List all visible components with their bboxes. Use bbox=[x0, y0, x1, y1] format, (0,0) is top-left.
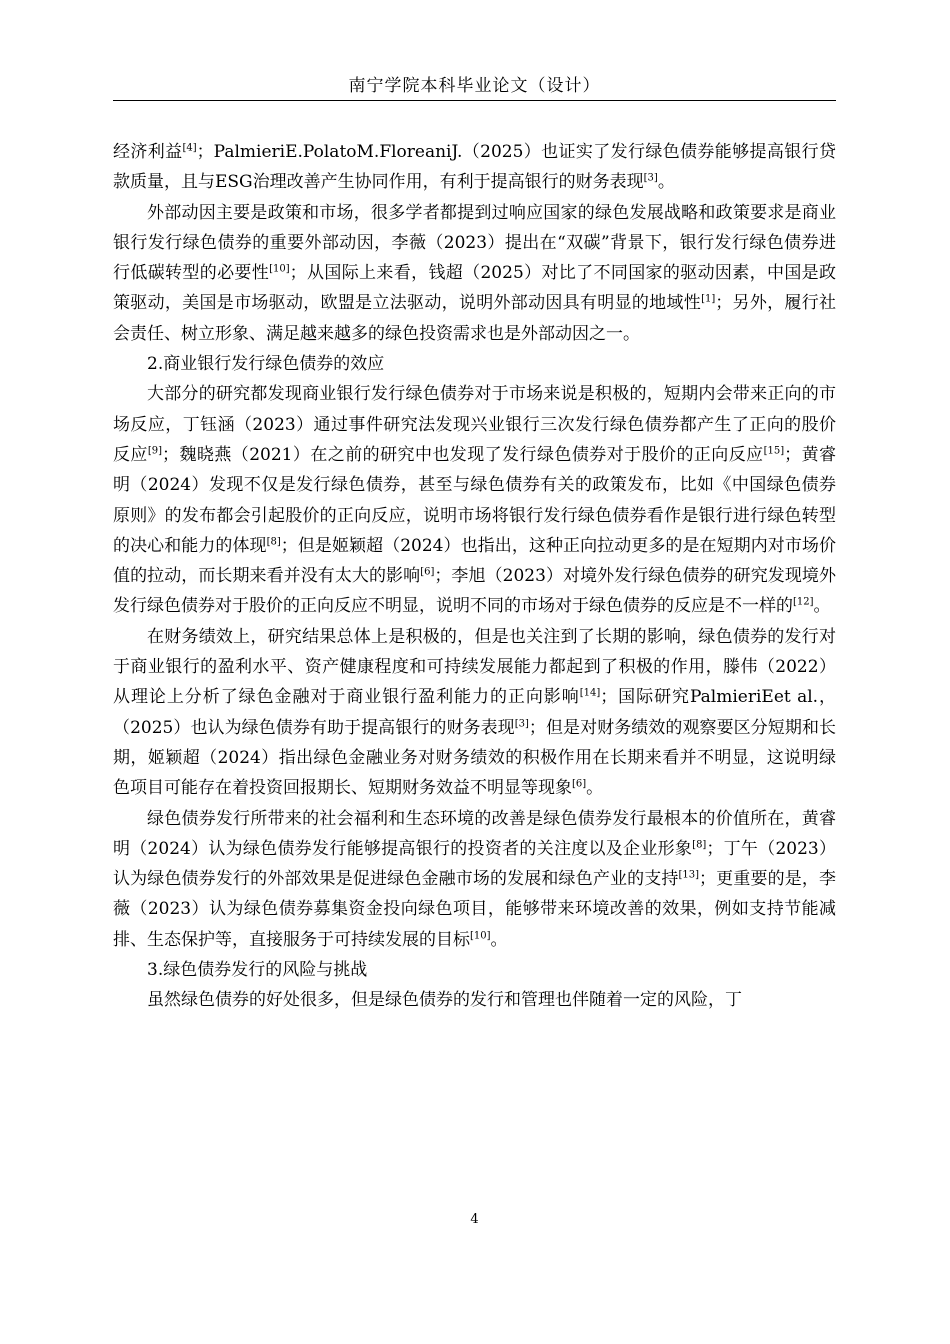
text-run: 大部分的研究都发现商业银行发行绿色债券对于市场来说是积极的，短期内会带来正向的市场反应，丁钰涵（2023）通过事件研究法发现兴业银行三次发行绿色债券都产生了正向的股价反应 bbox=[113, 384, 836, 465]
text-run: ；但是对财务绩效的观察要区分短期和长期，姬颖超（2024）指出绿色金融业务对财务绩效的积极作用在长期来看并不明显，这说明绿色项目可能存在着投资回报期长、短期财务效益不明显等现象 bbox=[113, 717, 837, 799]
text-run: ；从国际上来看，钱超（2025）对比了不同国家的驱动因素，中国是政策驱动，美国是市场驱动，欧盟是立法驱动，说明外部动因具有明显的地域性 bbox=[113, 263, 837, 314]
citation-ref: [3] bbox=[514, 717, 529, 729]
text-run: ；更重要的是，李薇（2023）认为绿色债券募集资金投向绿色项目，能够带来环境改善的效果，例如支持节能减排、生态保护等，直接服务于可持续发展的目标 bbox=[113, 869, 837, 950]
body-text bbox=[113, 137, 836, 1016]
citation-ref: [1] bbox=[701, 293, 716, 305]
citation-ref: [12] bbox=[793, 596, 814, 608]
citation-ref: [10] bbox=[269, 263, 290, 275]
citation-ref: [9] bbox=[147, 445, 163, 457]
text-run: 虽然绿色债券的好处很多，但是绿色债券的发行和管理也伴随着一定的风险，丁 bbox=[147, 990, 742, 1011]
header-rule bbox=[113, 100, 836, 101]
citation-ref: [10] bbox=[470, 930, 491, 942]
text-run: ；丁午（2023）认为绿色债券发行的外部效果是促进绿色金融市场的发展和绿色产业的支持 bbox=[113, 838, 836, 890]
citation-ref: [8] bbox=[266, 536, 281, 548]
page-header: 南宁学院本科毕业论文（设计） bbox=[348, 76, 601, 96]
text-run: ；PalmieriE.PolatoM.FloreaniJ.（2025）也证实了发行绿色债券能够提高银行贷款质量，且与ESG治理改善产生协同作用，有利于提高银行的财务表现 bbox=[113, 142, 836, 193]
citation-ref: [13] bbox=[678, 869, 700, 881]
paragraph bbox=[113, 198, 836, 349]
text-run: 。 bbox=[657, 172, 675, 193]
text-run: 经济利益 bbox=[113, 142, 183, 162]
page-number: 4 bbox=[470, 1212, 479, 1227]
citation-ref: [6] bbox=[572, 778, 587, 790]
citation-ref: [4] bbox=[182, 142, 197, 154]
text-run: ；黄睿明（2024）发现不仅是发行绿色债券，甚至与绿色债券有关的政策发布，比如《中国绿色债券原则》的发布都会引起股价的正向反应，说明市场将银行发行绿色债券看作是银行进行绿色转型的决心和能力的体现 bbox=[113, 444, 837, 556]
text-run: 3.绿色债券发行的风险与挑战 bbox=[147, 960, 368, 981]
citation-ref: [15] bbox=[763, 445, 785, 457]
text-run: 在财务绩效上，研究结果总体上是积极的，但是也关注到了长期的影响，绿色债券的发行对于商业银行的盈利水平、资产健康程度和可持续发展能力都起到了积极的作用，滕伟（2022）从理论上分析了绿色金融对于商业银行盈利能力的正向影响 bbox=[113, 626, 836, 708]
paragraph bbox=[113, 804, 836, 955]
section-heading bbox=[113, 955, 836, 985]
text-run: 。 bbox=[586, 778, 604, 799]
citation-ref: [3] bbox=[643, 172, 658, 184]
citation-ref: [8] bbox=[692, 839, 707, 851]
text-run: 外部动因主要是政策和市场，很多学者都提到过响应国家的绿色发展战略和政策要求是商业银行发行绿色债券的重要外部动因，李薇（2023）提出在“双碳”背景下，银行发行绿色债券进行低碳转型的必要性 bbox=[113, 202, 836, 284]
paragraph bbox=[113, 622, 836, 804]
citation-ref: [6] bbox=[420, 566, 435, 578]
text-run: 。 bbox=[813, 596, 831, 617]
text-run: 2.商业银行发行绿色债券的效应 bbox=[147, 354, 385, 375]
text-run: ；魏晓燕（2021）在之前的研究中也发现了发行绿色债券对于股价的正向反应 bbox=[162, 444, 764, 465]
text-run: ；李旭（2023）对境外发行绿色债券的研究发现境外发行绿色债券对于股价的正向反应不明显，说明不同的市场对于绿色债券的反应是不一样的 bbox=[113, 566, 837, 617]
text-run: 。 bbox=[490, 929, 508, 950]
text-run: 绿色债券发行所带来的社会福利和生态环境的改善是绿色债券发行最根本的价值所在，黄睿明（2024）认为绿色债券发行能够提高银行的投资者的关注度以及企业形象 bbox=[113, 808, 836, 859]
text-run: ；但是姬颖超（2024）也指出，这种正向拉动更多的是在短期内对市场价值的拉动，而长期来看并没有太大的影响 bbox=[113, 535, 836, 587]
section-heading bbox=[113, 349, 836, 379]
paragraph bbox=[113, 985, 836, 1015]
text-run: ；另外，履行社会责任、树立形象、满足越来越多的绿色投资需求也是外部动因之一。 bbox=[113, 293, 837, 344]
citation-ref: [14] bbox=[579, 687, 601, 699]
paragraph bbox=[113, 379, 836, 621]
paragraph bbox=[113, 137, 836, 198]
text-run: ；国际研究PalmieriEet al.，（2025）也认为绿色债券有助于提高银行的财务表现 bbox=[113, 687, 836, 738]
